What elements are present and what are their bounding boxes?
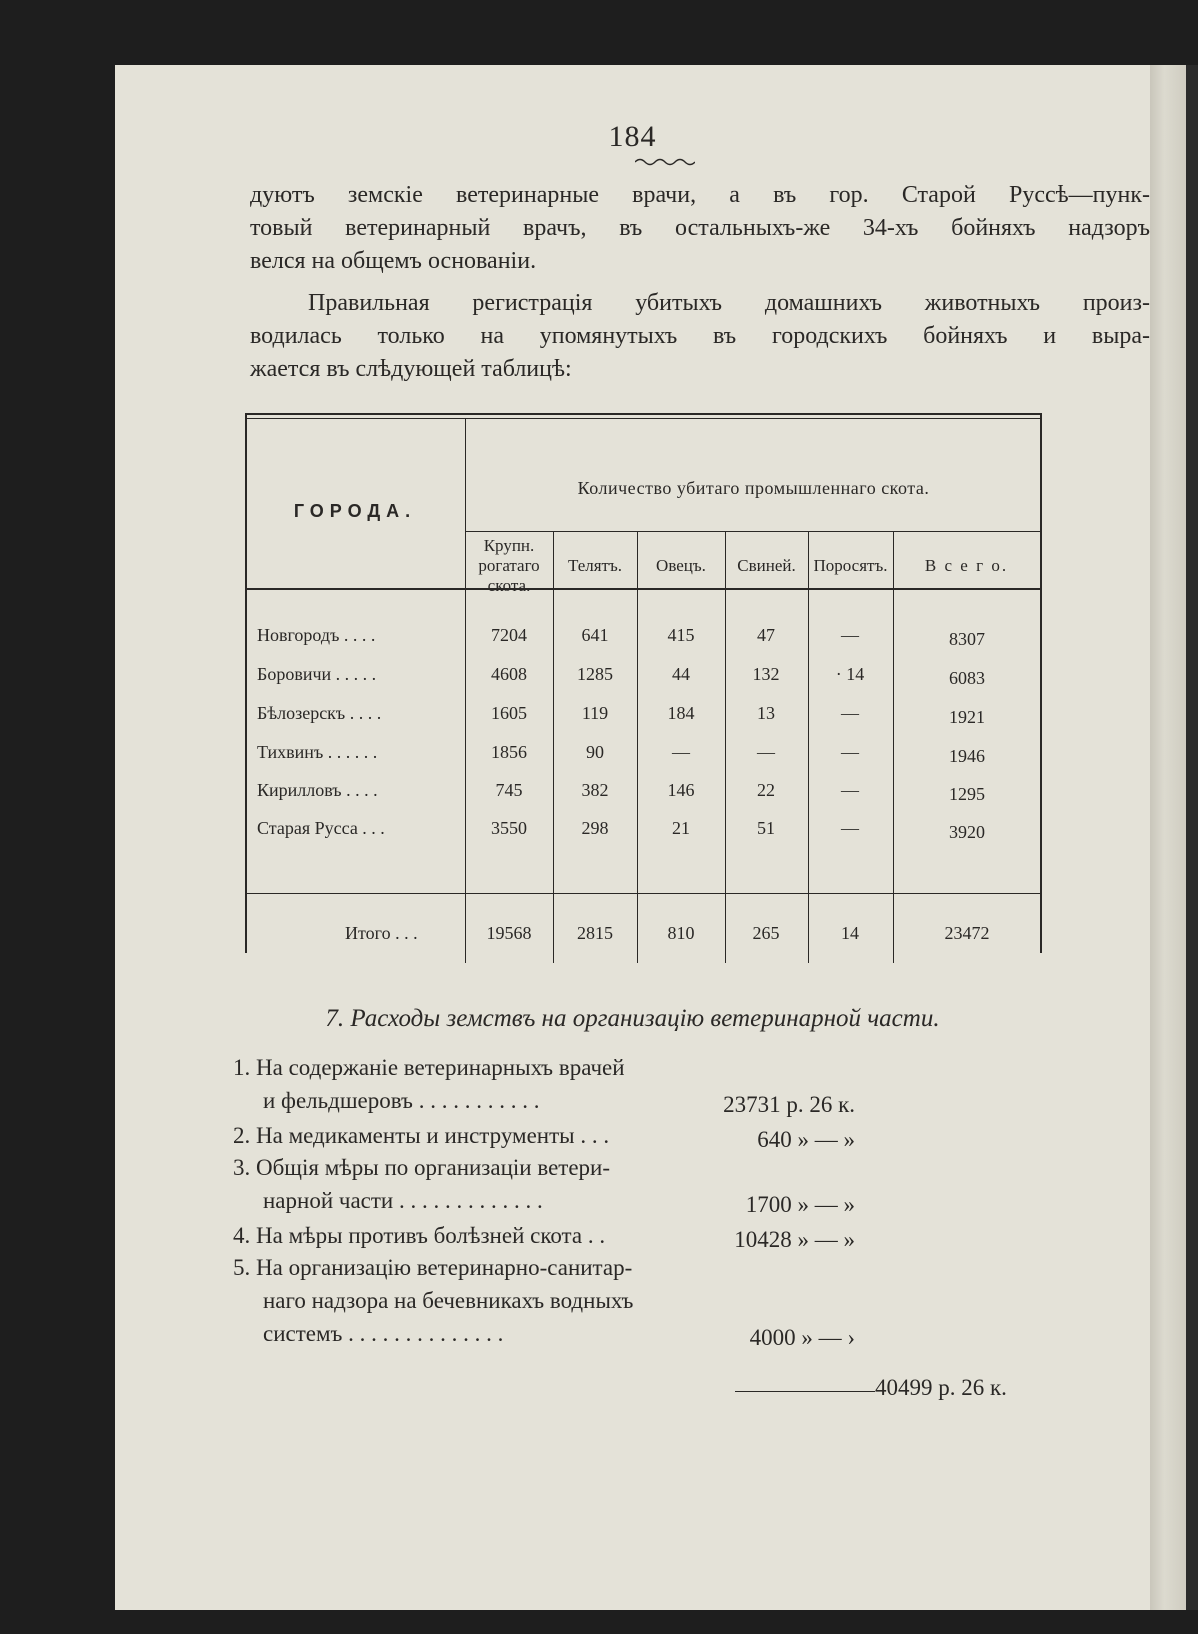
table-cell: 7204 bbox=[491, 625, 527, 645]
paragraph-1 bbox=[250, 179, 1150, 278]
total-cell: 19568 bbox=[486, 923, 532, 943]
table-cell: — bbox=[841, 780, 859, 800]
paragraph-1-line: товый ветеринарный врачъ, въ остальныхъ-же 34-хъ бойняхъ надзоръ bbox=[250, 215, 1150, 241]
table-cell: — bbox=[757, 742, 775, 762]
table-cell: · 14 bbox=[835, 664, 865, 684]
table-cell: 1285 bbox=[577, 664, 613, 684]
table-cell: — bbox=[841, 818, 859, 838]
total-cell: 265 bbox=[752, 923, 780, 943]
table-cell: 1921 bbox=[949, 707, 985, 727]
table-cell: 47 bbox=[757, 625, 775, 645]
header-col-total: В с е г о. bbox=[924, 556, 1009, 575]
section-title: 7. Расходы земствъ на организацію ветеринарной части. bbox=[325, 1005, 940, 1032]
paragraph-2-line: жается въ слѣдующей таблицѣ: bbox=[250, 356, 572, 382]
header-group: Количество убитаго промышленнаго скота. bbox=[577, 478, 930, 498]
expense-amount: 640 » — » bbox=[757, 1127, 855, 1152]
total-cell: 2815 bbox=[577, 923, 613, 943]
table-cell: 13 bbox=[757, 703, 775, 723]
paragraph-2-line: водилась только на упомянутыхъ въ городскихъ бойняхъ и выра- bbox=[250, 323, 1150, 349]
table-cell: 1605 bbox=[491, 703, 527, 723]
table-cell: 6083 bbox=[949, 668, 985, 688]
book-page bbox=[115, 65, 1150, 1610]
paragraph-1-line: дуютъ земскіе ветеринарные врачи, а въ гор. Старой Руссѣ—пунк- bbox=[250, 182, 1150, 208]
table-cell: 21 bbox=[672, 818, 690, 838]
table-cell: 382 bbox=[581, 780, 609, 800]
paragraph-2 bbox=[250, 287, 1150, 386]
header-line: Крупн. bbox=[483, 536, 535, 555]
paragraph-1-line: велся на общемъ основаніи. bbox=[250, 248, 537, 274]
table-cell: 119 bbox=[581, 703, 609, 723]
total-cell: 23472 bbox=[944, 923, 990, 943]
expense-amount: 1700 » — » bbox=[745, 1192, 855, 1217]
slaughter-table bbox=[245, 413, 1045, 988]
table-cell: 1295 bbox=[949, 784, 985, 804]
expense-line: и фельдшеровъ . . . . . . . . . . . bbox=[263, 1088, 540, 1113]
ornament-squiggle bbox=[635, 157, 695, 167]
table-cell: 146 bbox=[667, 780, 695, 800]
expense-line: нарной части . . . . . . . . . . . . . bbox=[263, 1188, 543, 1213]
table-cell: — bbox=[672, 742, 690, 762]
expense-line: наго надзора на бечевникахъ водныхъ bbox=[263, 1288, 634, 1313]
expense-line: 1. На содержаніе ветеринарныхъ врачей bbox=[233, 1055, 625, 1080]
header-col-cattle bbox=[465, 536, 553, 596]
total-label: Итого . . . bbox=[345, 923, 418, 943]
expense-line: системъ . . . . . . . . . . . . . . bbox=[263, 1321, 504, 1346]
header-col-calves: Телятъ. bbox=[567, 556, 623, 575]
header-col-piglets: Поросятъ. bbox=[813, 556, 888, 575]
paragraph-2-line: Правильная регистрація убитыхъ домашнихъ животныхъ произ- bbox=[308, 290, 1150, 316]
expense-line: 3. Общія мѣры по организаціи ветери- bbox=[233, 1155, 611, 1180]
expense-line: 4. На мѣры противъ болѣзней скота . . bbox=[233, 1223, 606, 1248]
total-cell: 810 bbox=[667, 923, 695, 943]
table-cell: 415 bbox=[667, 625, 695, 645]
header-col-sheep: Овецъ. bbox=[656, 556, 706, 575]
scan-border bbox=[1186, 65, 1198, 1610]
table-cell: 641 bbox=[581, 625, 609, 645]
table-cell: 1856 bbox=[491, 742, 527, 762]
row-city: Новгородъ . . . . bbox=[257, 625, 376, 645]
expense-line: 2. На медикаменты и инструменты . . . bbox=[233, 1123, 610, 1148]
table-cell: 22 bbox=[757, 780, 775, 800]
expense-amount: 23731 р. 26 к. bbox=[723, 1092, 855, 1117]
header-cities: ГОРОДА. bbox=[293, 501, 417, 521]
table-cell: 44 bbox=[672, 664, 690, 684]
table-cell: 132 bbox=[752, 664, 780, 684]
table-cell: 3550 bbox=[491, 818, 527, 838]
row-city: Тихвинъ . . . . . . bbox=[257, 742, 378, 762]
table-cell: 90 bbox=[586, 742, 604, 762]
table-cell: — bbox=[841, 703, 859, 723]
total-cell: 14 bbox=[841, 923, 859, 943]
page-edge bbox=[1150, 65, 1186, 1610]
header-line: рогатаго bbox=[478, 556, 540, 575]
table-cell: 745 bbox=[495, 780, 523, 800]
table-cell: 8307 bbox=[949, 629, 985, 649]
table-cell: 298 bbox=[581, 818, 609, 838]
table-cell: 184 bbox=[667, 703, 695, 723]
table-cell: 3920 bbox=[949, 822, 985, 842]
expenses-total: 40499 р. 26 к. bbox=[875, 1375, 1007, 1400]
total-rule bbox=[735, 1391, 875, 1392]
page-number: 184 bbox=[608, 120, 657, 153]
row-city: Старая Русса . . . bbox=[257, 818, 385, 838]
header-col-pigs: Свиней. bbox=[737, 556, 796, 575]
table-cell: 1946 bbox=[949, 746, 985, 766]
table-cell: 4608 bbox=[491, 664, 527, 684]
expense-amount: 10428 » — » bbox=[734, 1227, 855, 1252]
header-line: скота. bbox=[487, 576, 531, 595]
expense-line: 5. На организацію ветеринарно-санитар- bbox=[233, 1255, 633, 1280]
table-cell: — bbox=[841, 742, 859, 762]
row-city: Кирилловъ . . . . bbox=[257, 780, 378, 800]
table-cell: — bbox=[841, 625, 859, 645]
row-city: Бѣлозерскъ . . . . bbox=[257, 703, 382, 723]
row-city: Боровичи . . . . . bbox=[257, 664, 377, 684]
expense-amount: 4000 » — › bbox=[749, 1325, 855, 1350]
table-cell: 51 bbox=[757, 818, 775, 838]
